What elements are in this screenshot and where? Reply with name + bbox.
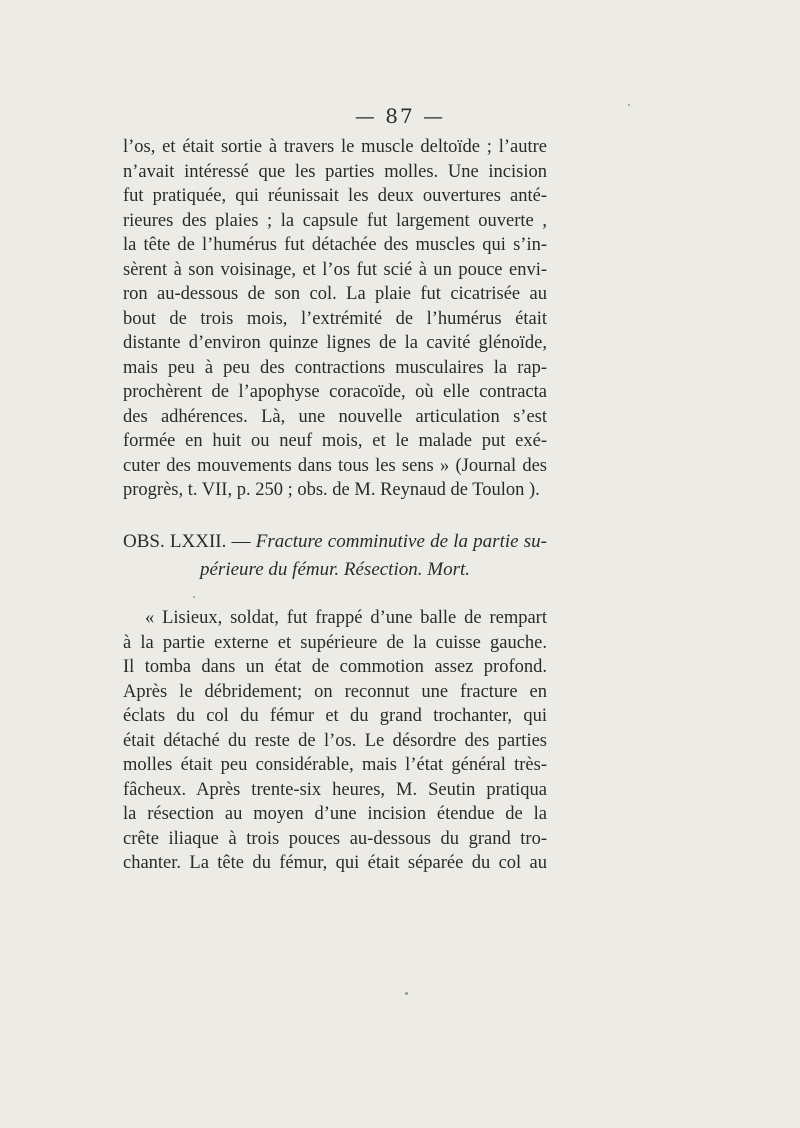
text-line: éclats du col du fémur et du grand trochanter, qui	[123, 706, 547, 726]
text-line: bout de trois mois, l’extrémité de l’humérus était	[123, 308, 547, 329]
observation-heading-line-2	[123, 556, 547, 584]
text-line: l’os, et était sortie à travers le muscle deltoïde ; l’autre	[123, 137, 547, 157]
text-line: cuter des mouvements dans tous les sens » (Journal des	[123, 455, 547, 476]
text-line: distante d’environ quinze lignes de la cavité glénoïde,	[123, 333, 547, 353]
text-line: n’avait intéressé que les parties molles. Une incision	[123, 161, 547, 182]
text-line: molles était peu considérable, mais l’état général très-	[123, 755, 547, 775]
observation-heading-line-1	[123, 528, 547, 556]
text-line: à la partie externe et supérieure de la cuisse gauche.	[123, 632, 547, 653]
text-line: sèrent à son voisinage, et l’os fut scié à un pouce envi-	[123, 259, 547, 280]
text-line: des adhérences. Là, une nouvelle articulation s’est	[123, 406, 547, 427]
observation-title-part-1: Fracture comminutive de la partie su-	[255, 531, 547, 552]
text-line: prochèrent de l’apophyse coracoïde, où elle contracta	[123, 382, 547, 402]
observation-title-part-2: périeure du fémur. Résection. Mort.	[200, 559, 470, 580]
text-line: progrès, t. VII, p. 250 ; obs. de M. Reynaud de Toulon ).	[123, 480, 540, 500]
text-line: crête iliaque à trois pouces au-dessous du grand tro-	[123, 828, 547, 849]
observation-paragraph	[123, 606, 547, 876]
text-line: Après le débridement; on reconnut une fracture en	[123, 681, 547, 702]
text-line: était détaché du reste de l’os. Le désordre des parties	[123, 730, 547, 751]
text-line: chanter. La tête du fémur, qui était séparée du col au	[123, 853, 547, 873]
paragraph-continued	[123, 135, 547, 503]
page-number: — 87 —	[354, 104, 446, 128]
text-line: rieures des plaies ; la capsule fut largement ouverte ,	[123, 210, 547, 231]
text-line: formée en huit ou neuf mois, et le malade put exé-	[123, 431, 547, 451]
paper-speck	[628, 104, 630, 106]
text-line: ron au-dessous de son col. La plaie fut cicatrisée au	[123, 284, 547, 304]
text-line: fut pratiquée, qui réunissait les deux ouvertures anté-	[123, 186, 547, 206]
text-line: « Lisieux, soldat, fut frappé d’une balle de rempart	[145, 608, 547, 628]
paper-speck	[193, 596, 195, 598]
text-line: la tête de l’humérus fut détachée des muscles qui s’in-	[123, 235, 547, 255]
text-line: la résection au moyen d’une incision étendue de la	[123, 804, 547, 824]
observation-label: OBS. LXXII. —	[123, 531, 251, 552]
text-line: mais peu à peu des contractions musculaires la rap-	[123, 357, 547, 378]
text-line: fâcheux. Après trente-six heures, M. Seutin pratiqua	[123, 779, 547, 800]
paper-speck	[405, 992, 408, 995]
text-line: Il tomba dans un état de commotion assez profond.	[123, 657, 547, 677]
observation-heading	[123, 528, 547, 584]
